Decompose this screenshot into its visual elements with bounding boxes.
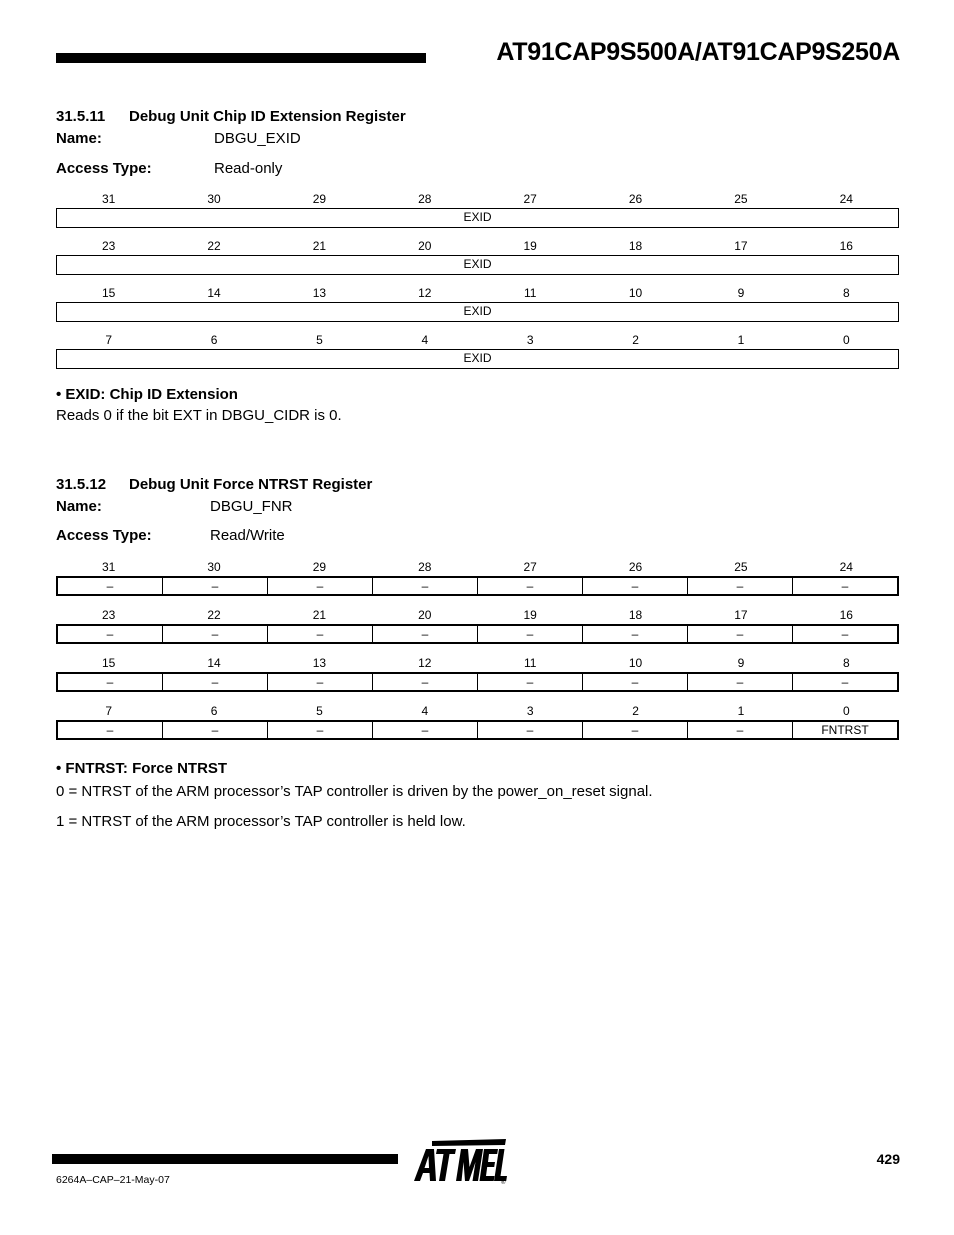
bit-number: 29 — [312, 560, 327, 574]
field-cell: – — [162, 674, 267, 690]
bit-number: 7 — [105, 333, 113, 347]
field-cell: – — [792, 578, 897, 594]
bit-number: 28 — [418, 192, 432, 206]
field-cell: EXID — [463, 210, 492, 224]
field-cell: – — [372, 674, 477, 690]
field-cell: – — [792, 626, 897, 642]
field-cell: – — [267, 578, 372, 594]
register-row — [56, 237, 899, 284]
bit-number: 19 — [523, 239, 537, 253]
field-cell: – — [687, 578, 792, 594]
atmel-logo-icon — [412, 1137, 508, 1185]
field-cell: EXID — [463, 257, 492, 271]
field-cell: – — [372, 578, 477, 594]
field-row — [56, 576, 899, 596]
bit-number: 11 — [523, 656, 537, 670]
svg-text:®: ® — [501, 1180, 506, 1185]
bit-number: 14 — [207, 656, 221, 670]
section-number: 31.5.12 — [56, 476, 107, 493]
bit-number: 20 — [418, 239, 432, 253]
bit-number: 8 — [842, 286, 850, 300]
register-row — [56, 331, 899, 378]
atmel-logo-icon — [412, 1137, 508, 1185]
field-cell: – — [582, 722, 687, 738]
field-cell: – — [687, 626, 792, 642]
bit-number: 22 — [207, 239, 221, 253]
bit-number: 12 — [418, 656, 432, 670]
access-type-value: Read/Write — [210, 527, 285, 544]
bit-number: 4 — [421, 704, 429, 718]
field-cell: EXID — [463, 351, 492, 365]
field-description: Reads 0 if the bit EXT in DBGU_CIDR is 0. — [56, 407, 342, 424]
bit-number: 16 — [839, 608, 853, 622]
name-label: Name: — [56, 130, 102, 147]
bit-numbers — [56, 606, 899, 624]
bit-number: 29 — [312, 192, 327, 206]
field-row — [56, 624, 899, 644]
bit-number: 15 — [102, 656, 116, 670]
bit-number: 2 — [632, 333, 639, 347]
register-row — [56, 606, 899, 654]
bit-number: 19 — [523, 608, 537, 622]
bit-number: 30 — [207, 560, 221, 574]
bit-numbers — [56, 654, 899, 672]
field-cell: – — [372, 722, 477, 738]
name-label: Name: — [56, 498, 102, 515]
field-cell: – — [792, 674, 897, 690]
access-type-label: Access Type: — [56, 527, 152, 544]
bit-number: 13 — [312, 656, 327, 670]
bit-numbers — [56, 190, 899, 208]
bit-number: 13 — [312, 286, 327, 300]
field-row — [56, 672, 899, 692]
register-row — [56, 654, 899, 702]
bit-numbers — [56, 284, 899, 302]
field-heading-fntrst: • FNTRST: Force NTRST — [56, 760, 228, 777]
access-type-label: Access Type: — [56, 160, 152, 177]
field-cell: – — [582, 578, 687, 594]
bit-number: 21 — [312, 608, 327, 622]
bit-number: 16 — [839, 239, 853, 253]
register-row — [56, 284, 899, 331]
bit-number: 26 — [628, 192, 643, 206]
bit-number: 0 — [842, 333, 850, 347]
bit-number: 9 — [737, 286, 745, 300]
bit-number: 26 — [628, 560, 643, 574]
register-table-fnr — [56, 558, 899, 750]
bit-number: 24 — [839, 560, 853, 574]
field-cell: – — [582, 626, 687, 642]
bit-number: 25 — [734, 192, 748, 206]
section-title: Debug Unit Chip ID Extension Register — [129, 108, 406, 125]
register-row — [56, 558, 899, 606]
section-title: Debug Unit Force NTRST Register — [129, 476, 373, 493]
bit-number: 21 — [312, 239, 327, 253]
bit-number: 8 — [842, 656, 850, 670]
field-cell: – — [687, 722, 792, 738]
field-row — [56, 349, 899, 369]
bit-number: 3 — [526, 704, 534, 718]
bit-number: 27 — [523, 560, 537, 574]
bit-number: 22 — [207, 608, 221, 622]
bit-number: 4 — [421, 333, 429, 347]
section-heading-fnr — [56, 476, 372, 493]
register-row — [56, 702, 899, 750]
field-cell: – — [582, 674, 687, 690]
bit-number: 17 — [734, 239, 748, 253]
field-cell: – — [267, 626, 372, 642]
field-cell: – — [106, 675, 114, 689]
field-cell: – — [477, 674, 582, 690]
field-cell: – — [162, 626, 267, 642]
bit-number: 14 — [207, 286, 221, 300]
bit-number: 5 — [316, 333, 323, 347]
bit-number: 27 — [523, 192, 537, 206]
bit-number: 18 — [628, 608, 643, 622]
bit-number: 30 — [207, 192, 221, 206]
field-cell: FNTRST — [792, 722, 897, 738]
bit-number: 20 — [418, 608, 432, 622]
bit-number: 1 — [737, 704, 745, 718]
field-cell: – — [477, 626, 582, 642]
field-row — [56, 720, 899, 740]
footer-rule — [52, 1154, 398, 1164]
register-table-exid — [56, 190, 899, 378]
field-heading-exid: • EXID: Chip ID Extension — [56, 386, 238, 403]
bit-number: 7 — [105, 704, 113, 718]
bit-number: 25 — [734, 560, 748, 574]
field-cell: – — [106, 723, 114, 737]
bit-number: 10 — [628, 286, 643, 300]
bit-number: 12 — [418, 286, 432, 300]
bit-number: 1 — [737, 333, 745, 347]
bit-number: 2 — [632, 704, 639, 718]
bit-number: 9 — [737, 656, 745, 670]
field-cell: EXID — [463, 304, 492, 318]
section-number: 31.5.11 — [56, 108, 106, 125]
bit-number: 31 — [102, 560, 116, 574]
field-cell: – — [162, 722, 267, 738]
bit-number: 0 — [842, 704, 850, 718]
field-cell: – — [477, 578, 582, 594]
bit-number: 18 — [628, 239, 643, 253]
field-description: 0 = NTRST of the ARM processor’s TAP controller is driven by the power_on_reset signal. — [56, 783, 653, 800]
field-cell: – — [687, 674, 792, 690]
bit-number: 17 — [734, 608, 748, 622]
bit-number: 24 — [839, 192, 853, 206]
bit-number: 28 — [418, 560, 432, 574]
register-row — [56, 190, 899, 237]
page-number: 429 — [876, 1151, 900, 1167]
field-cell: – — [267, 722, 372, 738]
bit-number: 3 — [526, 333, 534, 347]
document-title: AT91CAP9S500A/AT91CAP9S250A — [496, 38, 900, 66]
bit-numbers — [56, 702, 899, 720]
field-cell: – — [372, 626, 477, 642]
bit-number: 23 — [102, 239, 116, 253]
section-heading-exid — [56, 108, 406, 125]
field-cell: – — [106, 579, 114, 593]
bit-numbers — [56, 331, 899, 349]
bit-number: 31 — [102, 192, 116, 206]
bit-number: 11 — [523, 286, 537, 300]
bit-number: 6 — [210, 704, 218, 718]
register-name: DBGU_FNR — [210, 498, 293, 515]
bit-numbers — [56, 558, 899, 576]
field-cell: – — [267, 674, 372, 690]
bit-numbers — [56, 237, 899, 255]
bit-number: 15 — [102, 286, 116, 300]
access-type-value: Read-only — [214, 160, 283, 177]
field-cell: – — [106, 627, 114, 641]
bit-number: 10 — [628, 656, 643, 670]
field-cell: – — [477, 722, 582, 738]
bit-number: 6 — [210, 333, 218, 347]
field-row — [56, 302, 899, 322]
field-cell: – — [162, 578, 267, 594]
field-description: 1 = NTRST of the ARM processor’s TAP controller is held low. — [56, 813, 466, 830]
bit-number: 23 — [102, 608, 116, 622]
document-id: 6264A–CAP–21-May-07 — [56, 1174, 170, 1186]
register-name: DBGU_EXID — [214, 130, 301, 147]
field-row — [56, 255, 899, 275]
header-rule — [56, 53, 426, 63]
field-row — [56, 208, 899, 228]
bit-number: 5 — [316, 704, 323, 718]
